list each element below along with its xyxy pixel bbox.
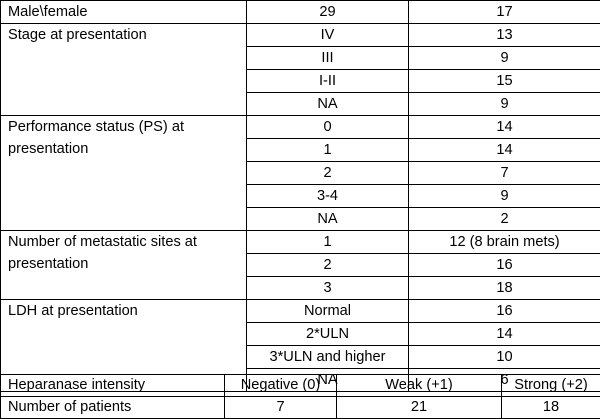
- cell-count: 7: [225, 397, 337, 419]
- cell-category: Normal: [247, 300, 409, 323]
- cell-category: 29: [247, 1, 409, 24]
- cell-category: IV: [247, 24, 409, 47]
- header-weak: Weak (+1): [337, 375, 502, 397]
- cell-count: 7: [409, 162, 600, 185]
- cell-count: 2: [409, 208, 600, 231]
- cell-count: 13: [409, 24, 600, 47]
- row-label: Number of patients: [1, 397, 225, 419]
- cell-category: 2: [247, 254, 409, 277]
- header-strong: Strong (+2): [502, 375, 600, 397]
- cell-category: 3: [247, 277, 409, 300]
- cell-category: 3-4: [247, 185, 409, 208]
- table-row: [1, 397, 600, 419]
- cell-count: 14: [409, 323, 600, 346]
- table-row: [1, 24, 600, 47]
- cell-category: NA: [247, 369, 409, 392]
- table-row: [1, 116, 600, 139]
- cell-count: 12 (8 brain mets): [409, 231, 600, 254]
- cell-count: 16: [409, 300, 600, 323]
- cell-category: 1: [247, 139, 409, 162]
- table-row: [1, 1, 600, 24]
- row-label: Male\female: [1, 1, 247, 24]
- heparanase-table: [0, 374, 600, 419]
- row-label: Stage at presentation: [1, 24, 247, 116]
- table-row: [1, 300, 600, 323]
- cell-category: I-II: [247, 70, 409, 93]
- cell-count: 16: [409, 254, 600, 277]
- header-negative: Negative (0): [225, 375, 337, 397]
- row-label: Number of metastatic sites at presentation: [1, 231, 247, 300]
- cell-count: 9: [409, 185, 600, 208]
- cell-count: 18: [409, 277, 600, 300]
- cell-count: 17: [409, 1, 600, 24]
- cell-category: 3*ULN and higher: [247, 346, 409, 369]
- cell-category: NA: [247, 208, 409, 231]
- table-row: [1, 231, 600, 254]
- cell-count: 15: [409, 70, 600, 93]
- cell-category: 1: [247, 231, 409, 254]
- cell-count: 14: [409, 116, 600, 139]
- cell-category: NA: [247, 93, 409, 116]
- cell-count: 10: [409, 346, 600, 369]
- cell-category: 2*ULN: [247, 323, 409, 346]
- cell-category: III: [247, 47, 409, 70]
- cell-count: 9: [409, 93, 600, 116]
- row-label: Performance status (PS) at presentation: [1, 116, 247, 231]
- cell-count: 14: [409, 139, 600, 162]
- table-header-row: [1, 375, 600, 397]
- cell-count: 21: [337, 397, 502, 419]
- header-label: Heparanase intensity: [1, 375, 225, 397]
- cell-count: 6: [409, 369, 600, 392]
- cell-count: 18: [502, 397, 600, 419]
- cell-category: 2: [247, 162, 409, 185]
- cell-count: 9: [409, 47, 600, 70]
- cell-category: 0: [247, 116, 409, 139]
- row-label: LDH at presentation: [1, 300, 247, 392]
